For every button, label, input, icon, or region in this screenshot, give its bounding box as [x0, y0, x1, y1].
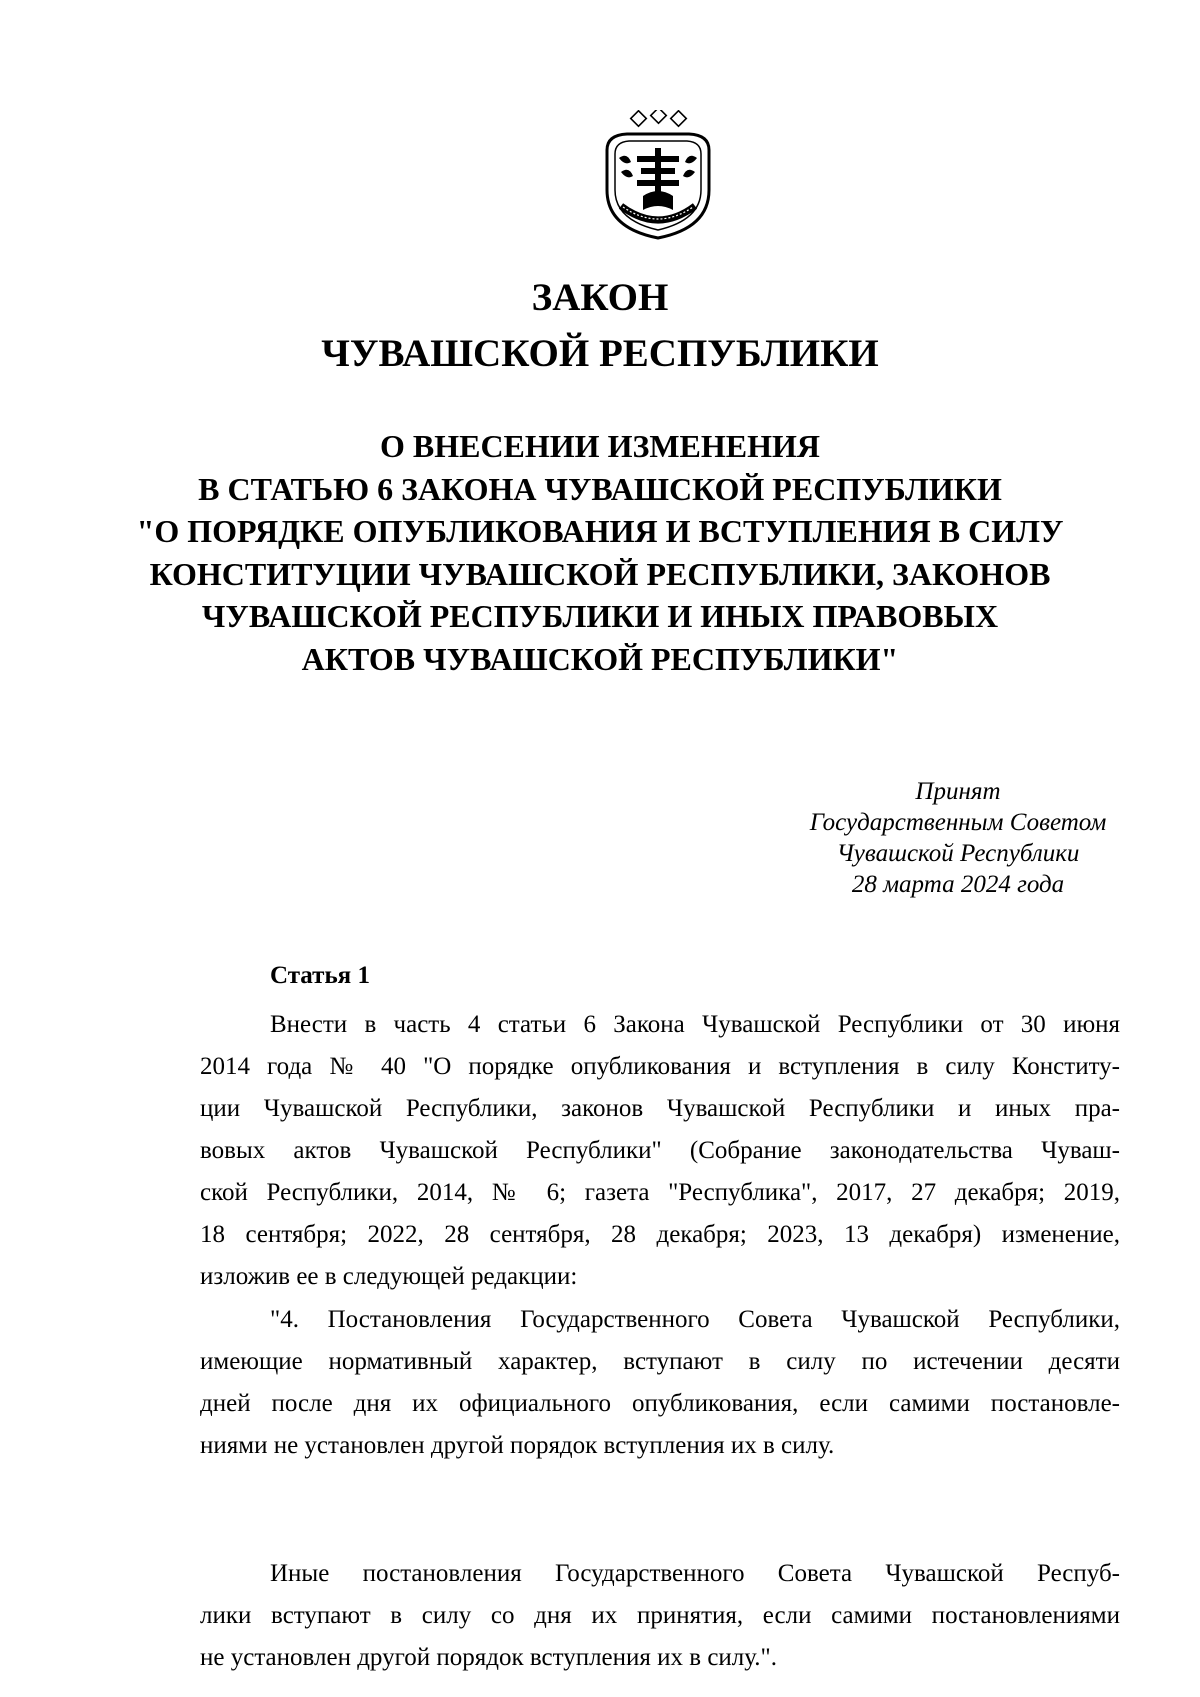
article-paragraph-1 [200, 1004, 1120, 1298]
paragraph-line: ции Чувашской Республики, законов Чувашской Республики и иных пра- [200, 1095, 1120, 1122]
paragraph-line: ниями не установлен другой порядок вступления их в силу. [200, 1432, 835, 1459]
title-line-2: ЧУВАШСКОЙ РЕСПУБЛИКИ [321, 332, 879, 375]
document-title [0, 270, 1200, 382]
paragraph-line: ской Республики, 2014, № 6; газета "Республика", 2017, 27 декабря; 2019, [200, 1179, 1120, 1206]
article-paragraph-2 [200, 1299, 1120, 1467]
paragraph-line: не установлен другой порядок вступления их в силу.". [200, 1644, 777, 1671]
paragraph-line: Внести в часть 4 статьи 6 Закона Чувашской Республики от 30 июня [270, 1011, 1120, 1038]
subject-line: КОНСТИТУЦИИ ЧУВАШСКОЙ РЕСПУБЛИКИ, ЗАКОНОВ [149, 555, 1051, 592]
adoption-date: 28 марта 2024 года [851, 871, 1065, 898]
paragraph-line: имеющие нормативный характер, вступают в силу по истечении десяти [200, 1348, 1120, 1375]
title-line-1: ЗАКОН [531, 276, 669, 319]
adoption-line: Государственным Советом [809, 809, 1107, 836]
subject-line: В СТАТЬЮ 6 ЗАКОНА ЧУВАШСКОЙ РЕСПУБЛИКИ [198, 470, 1002, 507]
subject-line: "О ПОРЯДКЕ ОПУБЛИКОВАНИЯ И ВСТУПЛЕНИЯ В СИЛУ [136, 513, 1064, 550]
paragraph-line: изложив ее в следующей редакции: [200, 1263, 578, 1290]
adoption-note [793, 776, 1123, 900]
subject-line: ЧУВАШСКОЙ РЕСПУБЛИКИ И ИНЫХ ПРАВОВЫХ [201, 598, 999, 635]
paragraph-line: 2014 года № 40 "О порядке опубликования и вступления в силу Конститу- [200, 1053, 1120, 1080]
paragraph-line: 18 сентября; 2022, 28 сентября, 28 декабря; 2023, 13 декабря) изменение, [200, 1221, 1120, 1248]
paragraph-line: вовых актов Чувашской Республики" (Собрание законодательства Чуваш- [200, 1137, 1120, 1164]
stars-icon [631, 110, 687, 126]
paragraph-line: "4. Постановления Государственного Совета Чувашской Республики, [270, 1306, 1120, 1333]
coat-of-arms-emblem [597, 110, 719, 240]
subject-line: О ВНЕСЕНИИ ИЗМЕНЕНИЯ [379, 428, 821, 464]
paragraph-line: лики вступают в силу со дня их принятия, если самими постановлениями [200, 1602, 1120, 1629]
document-subject [0, 425, 1200, 681]
article-heading: Статья 1 [270, 962, 370, 989]
adoption-line: Принят [915, 778, 1001, 805]
article-paragraph-3 [200, 1553, 1120, 1679]
subject-line: АКТОВ ЧУВАШСКОЙ РЕСПУБЛИКИ" [301, 640, 899, 677]
adoption-line: Чувашской Республики [836, 840, 1080, 867]
paragraph-line: дней после дня их официального опубликования, если самими постановле- [200, 1390, 1120, 1417]
paragraph-line: Иные постановления Государственного Совета Чувашской Респуб- [270, 1560, 1120, 1587]
